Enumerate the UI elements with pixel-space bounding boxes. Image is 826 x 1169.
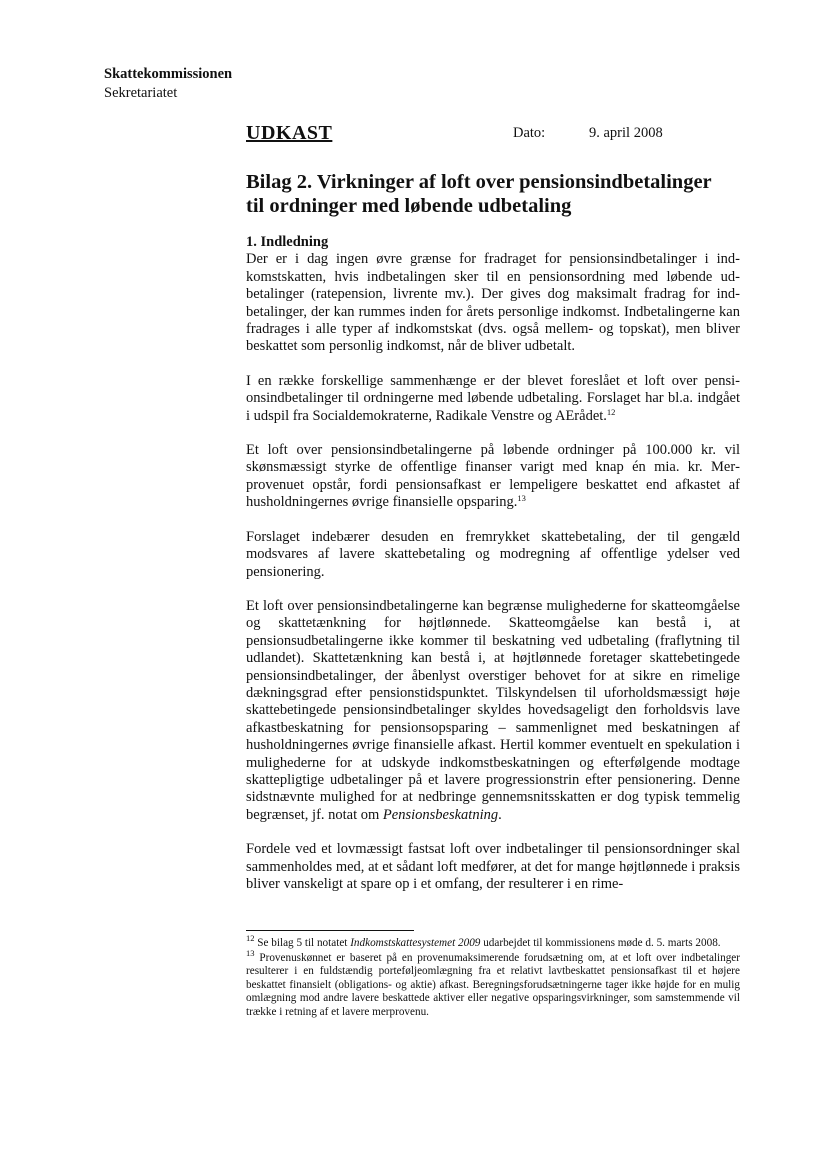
footnote-12-number: 12 xyxy=(246,933,255,943)
paragraph-5-end: . xyxy=(498,806,502,823)
footnote-12-title: Indkomstskattesystemet 2009 xyxy=(350,937,481,949)
paragraph-5 xyxy=(246,598,740,824)
paragraph-3 xyxy=(246,442,740,512)
footnote-ref-12[interactable]: 12 xyxy=(606,406,616,417)
reference-title: Pensionsbeskatning xyxy=(382,806,499,823)
paragraph-2 xyxy=(246,373,740,425)
date-value: 9. april 2008 xyxy=(589,125,663,141)
organization-name: Skattekommissionen xyxy=(104,66,233,82)
document-title xyxy=(246,170,740,218)
paragraph-5-text: Et loft over pensionsindbetalingerne kan begrænse mulighederne for skatteomgåelse og skattetænkning for højtlønnede. Skatteomgåelse kan bestå i, at pensionsudbetalingerne ikke kommer til beskatning ved udbetaling (fraflytning til udlandet). Skattetænkning kan bestå i, at højtlønnede foretager skattebetingede pensionsindbetalinger, der åbenlyst overstiger behovet for at sikre en rimelige dækningsgrad efter pensionstidspunktet. Tilskyndelsen til uforholdsmæssigt høje skattebetingede pensionsindbetalinger skyldes hovedsageligt den forholdsvis lave afkastbeskatning for pensionsopsparing – sammenlignet med beskatningen af husholdningernes øvrige finansielle afkast. Hertil kommer eventuelt en spekulation i mulighederne for at udskyde indkomstbeskatningen og efterfølgende modtage skattepligtige udbetalinger på et lavere progressionstrin efter pensionering. Denne sidstnævnte mulighed for at nedbringe gennemsnitsskatten er dog typisk temmelig begrænset, jf. notat om xyxy=(246,597,740,823)
footnote-12 xyxy=(246,933,740,951)
paragraph-6 xyxy=(246,841,740,893)
organization-block xyxy=(104,65,232,103)
paragraph-1-text: Der er i dag ingen øvre grænse for fradraget for pensionsindbetalinger i indkomstskatten, hvis indbetalingen sker til en pensionsordning med løbende udbetalinger (ratepension, livrente mv.). Der gives dog maksimalt fradrag for indbetalinger, der kan rummes inden for årets personlige indkomst. Indbetalingerne kan fradrages i alle typer af indkomstskat (dvs. også mellem- og topskat), men bliver beskattet som personlig indkomst, når de bliver udbetalt. xyxy=(246,251,740,355)
paragraph-3-text: Et loft over pensionsindbetalingerne på løbende ordninger på 100.000 kr. vil skønsmæssigt styrke de offentlige finanser varigt med knap én mia. kr. Merprovenuet opstår, fordi pensionsafkast er lempeligere beskattet end afkastet af husholdningernes øvrige finansielle opsparing. xyxy=(246,442,740,511)
footnote-13 xyxy=(246,947,740,1020)
footnote-divider xyxy=(246,930,414,931)
document-header xyxy=(246,122,746,146)
date-label: Dato: xyxy=(513,125,546,141)
footnotes xyxy=(246,933,740,1021)
title-line-1: Bilag 2. Virkninger af loft over pensionsindbetalinger xyxy=(246,171,712,193)
paragraph-6-text: Fordele ved et lovmæssigt fastsat loft over indbetalinger til pensionsordninger skal sammenholdes med, at et sådant loft medfører, at det for mange højtlønnede i praksis bliver vanskeligt at spare op i et omfang, der resulterer i en rime- xyxy=(246,841,740,892)
title-line-2: til ordninger med løbende udbetaling xyxy=(246,195,572,217)
footnote-13-number: 13 xyxy=(246,947,255,958)
paragraph-2-text: I en række forskellige sammenhænge er der blevet foreslået et loft over pensionsindbetalinger til ordningerne med løbende udbetaling. Forslaget har bl.a. indgået i udspil fra Socialdemokraterne, Radikale Venstre og AErådet. xyxy=(246,372,740,424)
footnote-12-pre: Se bilag 5 til notatet xyxy=(257,937,351,949)
footnote-12-post: udarbejdet til kommissionens møde d. 5. marts 2008. xyxy=(480,937,721,949)
paragraph-4 xyxy=(246,529,740,581)
organization-unit: Sekretariatet xyxy=(104,85,178,101)
section-heading: 1. Indledning xyxy=(246,234,329,250)
footnote-13-text: Provenuskønnet er baseret på en provenumaksimerende forudsætning om, at et loft over indbetalinger resulterer i en fuldstændig porteføljeomlægning fra et relativt lavtbeskattet pensionsafkast til et højere beskattet finansielt (obligations- og aktie) afkast. Beregningsforudsætningerne tager ikke højde for en mulig omlægning mod andre lavere beskattede aktiver eller negative opsparingsvirkninger, som samstemmende vil trække i retning af et lavere merprovenu. xyxy=(246,951,740,1018)
footnote-ref-13[interactable]: 13 xyxy=(517,493,526,504)
paragraph-1 xyxy=(246,251,740,355)
paragraph-4-text: Forslaget indebærer desuden en fremrykket skattebetaling, der til gengæld modsvares af lavere skattebetaling og modregning af offentlige ydelser ved pensionering. xyxy=(246,528,740,580)
draft-status: UDKAST xyxy=(246,122,333,144)
document-body xyxy=(246,170,740,910)
